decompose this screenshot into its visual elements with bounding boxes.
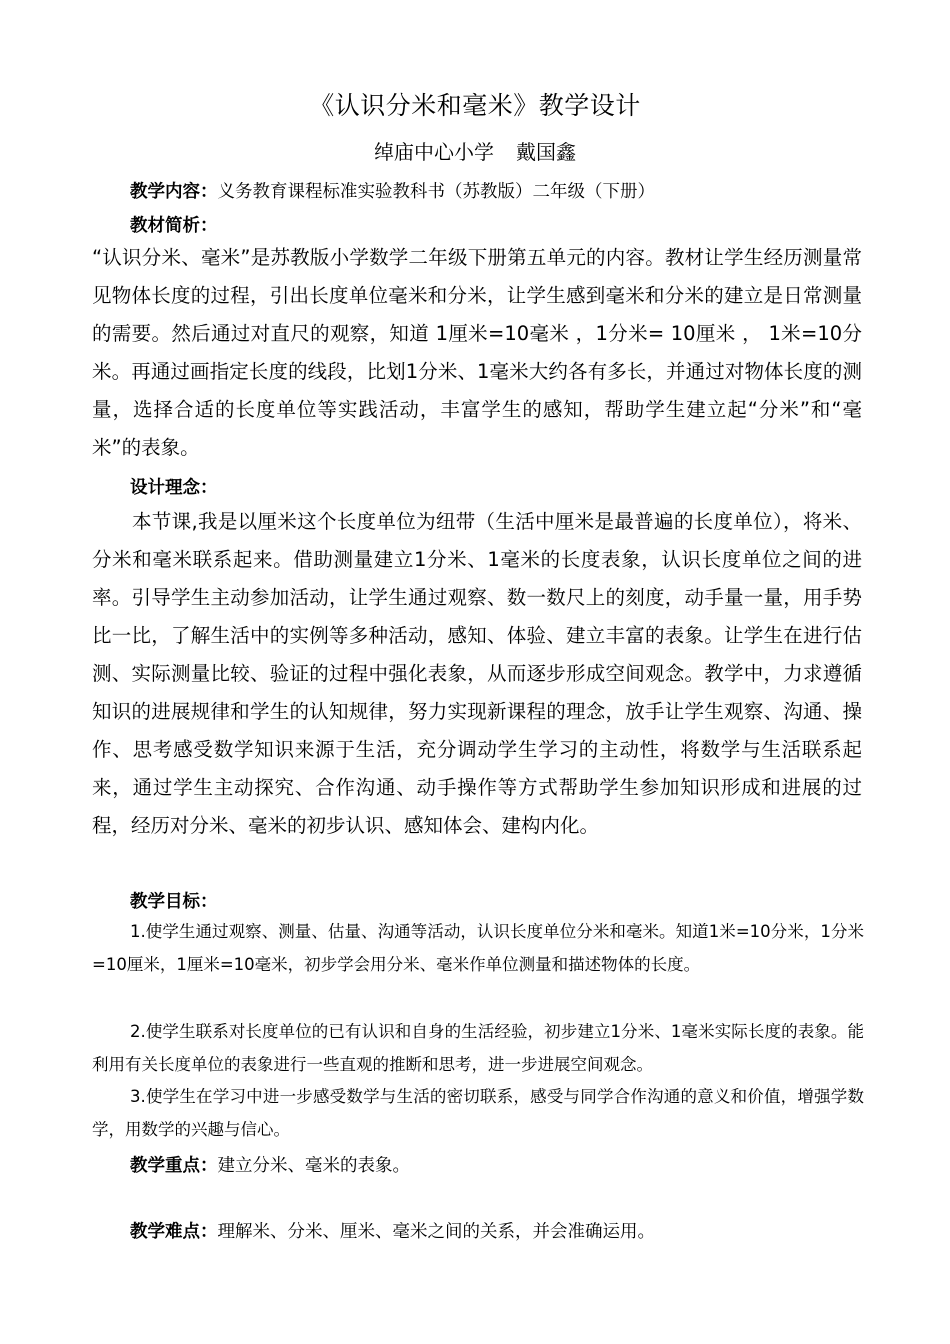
author-school: 绰庙中心小学 [374, 140, 494, 164]
goals-heading [130, 888, 218, 913]
goal-item: 3.使学生在学习中进一步感受数学与生活的密切联系，感受与同学合作沟通的意义和价值，增强学数学，用数学的兴趣与信心。 [92, 1087, 864, 1139]
analysis-paragraph: “认识分米、毫米”是苏教版小学数学二年级下册第五单元的内容。教材让学生经历测量常见物体长度的过程，引出长度单位毫米和分米，让学生感到毫米和分米的建立是日常测量的需要。然后通过对直尺的观察，知道 1厘米=10毫米 ，1分米= 10厘米 ， 1米=10分米。再通过画指定长度的线段，比划1分米、1毫米大约各有多长，并通过对物体长度的测量，选择合适的长度单位等实践活动，丰富学生的感知，帮助学生建立起“分米”和“毫米”的表象。 [92, 246, 862, 459]
analysis-label: 教材简析： [130, 216, 218, 236]
teaching-content-label: 教学内容： [130, 182, 218, 202]
difficulty-text: 理解米、分米、厘米、毫米之间的关系，并会准确运用。 [217, 1222, 655, 1242]
teaching-content-text: 义务教育课程标准实验教科书（苏教版）二年级（下册） [217, 182, 655, 202]
goals-label: 教学目标： [130, 892, 218, 912]
concept-paragraph: 本节课,我是以厘米这个长度单位为纽带（生活中厘米是最普遍的长度单位），将米、分米和毫米联系起来。借助测量建立1分米、1毫米的长度表象，认识长度单位之间的进率。引导学生主动参加活动，让学生通过观察、数一数尺上的刻度，动手量一量，用手势比一比，了解生活中的实例等多种活动，感知、体验、建立丰富的表象。让学生在进行估测、实际测量比较、验证的过程中强化表象，从而逐步形成空间观念。教学中，力求遵循知识的进展规律和学生的认知规律，努力实现新课程的理念，放手让学生观察、沟通、操作、思考感受数学知识来源于生活，充分调动学生学习的主动性，将数学与生活联系起来，通过学生主动探究、合作沟通、动手操作等方式帮助学生参加知识形成和进展的过程，经历对分米、毫米的初步认识、感知体会、建构内化。 [92, 510, 862, 837]
difficulty-label: 教学难点： [130, 1222, 218, 1242]
analysis-heading [130, 212, 218, 237]
author-line [0, 136, 950, 165]
difficulty-point [130, 1218, 655, 1243]
document-title: 《认识分米和毫米》教学设计 [309, 91, 641, 120]
key-point-text: 建立分米、毫米的表象。 [217, 1156, 410, 1176]
teaching-content [130, 178, 655, 203]
concept-label: 设计理念： [130, 478, 218, 498]
key-point [130, 1152, 410, 1177]
goal-item: 1.使学生通过观察、测量、估量、沟通等活动，认识长度单位分米和毫米。知道1米=10分米，1分米=10厘米，1厘米=10毫米，初步学会用分米、毫米作单位测量和描述物体的长度。 [92, 922, 864, 974]
author-name: 戴国鑫 [516, 140, 576, 164]
concept-heading [130, 474, 218, 499]
key-point-label: 教学重点： [130, 1156, 218, 1176]
goal-item: 2.使学生联系对长度单位的已有认识和自身的生活经验，初步建立1分米、1毫米实际长度的表象。能利用有关长度单位的表象进行一些直观的推断和思考，进一步进展空间观念。 [92, 1022, 864, 1074]
